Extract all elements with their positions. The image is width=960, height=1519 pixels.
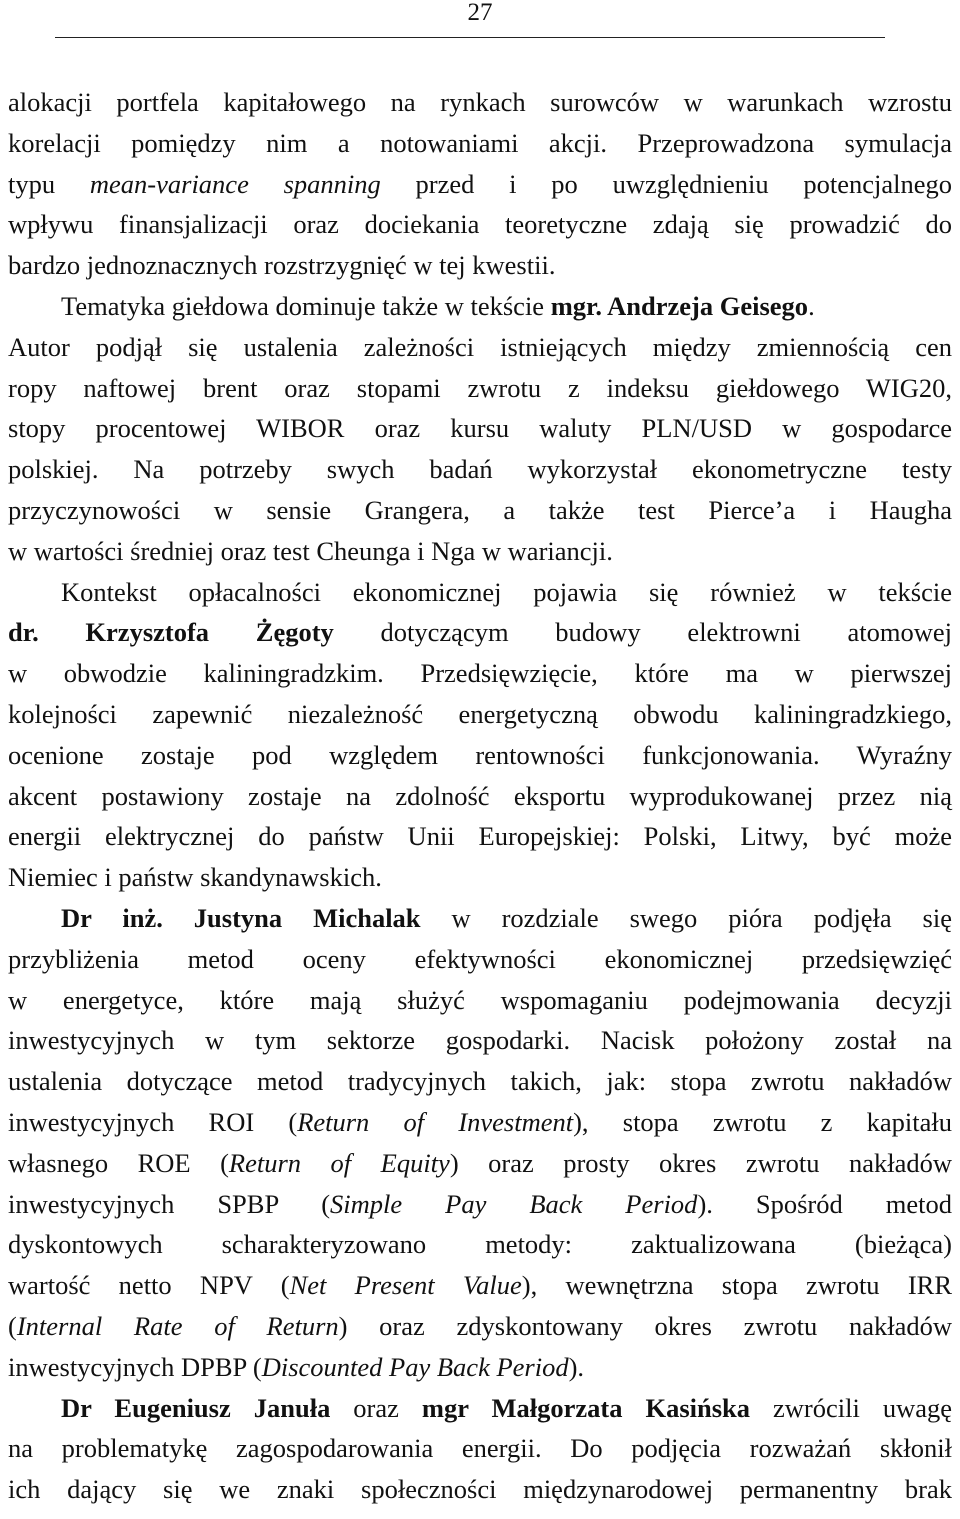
text-run: dotyczącym budowy elektrowni atomowej	[333, 617, 952, 648]
text-run: ) oraz zdyskontowany okres zwrotu nakładów	[338, 1310, 952, 1341]
text-run: stopy procentowej WIBOR oraz kursu waluty PLN/USD w gospodarce	[8, 413, 952, 444]
text-line	[8, 1061, 952, 1102]
text-line	[8, 857, 952, 898]
text-line	[8, 327, 952, 368]
text-run: ropy naftowej brent oraz stopami zwrotu z indeksu giełdowego WIG20,	[8, 372, 952, 403]
italic-text-run: Discounted Pay Back Period	[261, 1351, 569, 1382]
text-run: inwestycyjnych w tym sektorze gospodarki. Nacisk położony został na	[8, 1025, 952, 1056]
text-line	[8, 368, 952, 409]
text-line	[8, 980, 952, 1021]
text-line	[8, 286, 952, 327]
text-run: typu	[8, 168, 90, 199]
text-run: ), stopa zwrotu z kapitału	[573, 1106, 952, 1137]
text-line	[8, 204, 952, 245]
text-run: ocenione zostaje pod względem rentowności funkcjonowania. Wyraźny	[8, 739, 952, 770]
text-run: ich dający się we znaki społeczności międzynarodowej permanentny brak	[8, 1474, 952, 1505]
text-run: w energetyce, które mają służyć wspomaganiu podejmowania decyzji	[8, 984, 952, 1015]
text-line	[8, 1469, 952, 1510]
page-header	[0, 0, 960, 40]
text-line	[8, 612, 952, 653]
text-line	[8, 1347, 952, 1388]
text-run: wartość netto NPV (	[8, 1270, 290, 1301]
text-run: w obwodzie kaliningradzkim. Przedsięwzięcie, które ma w pierwszej	[8, 658, 952, 689]
text-run: przybliżenia metod oceny efektywności ekonomicznej przedsięwzięć	[8, 943, 952, 974]
italic-text-run: Net Present Value	[289, 1270, 522, 1301]
text-run: akcent postawiony zostaje na zdolność eksportu wyprodukowanej przez nią	[8, 780, 952, 811]
text-run: oraz	[330, 1392, 422, 1423]
text-run: w rozdziale swego pióra podjęła się	[420, 902, 952, 933]
text-run: Niemiec i państw skandynawskich.	[8, 862, 382, 893]
text-line	[8, 1224, 952, 1265]
text-run: ).	[568, 1351, 585, 1382]
text-line	[8, 449, 952, 490]
text-line	[8, 776, 952, 817]
text-run: Kontekst opłacalności ekonomicznej pojawia się również w tekście	[61, 576, 952, 607]
text-line	[8, 531, 952, 572]
text-run: dyskontowych scharakteryzowano metody: zaktualizowana (bieżąca)	[8, 1229, 952, 1260]
text-run: inwestycyjnych ROI (	[8, 1106, 298, 1137]
text-line	[8, 164, 952, 205]
italic-text-run: Return of Investment	[297, 1106, 574, 1137]
bold-text-run: mgr Małgorzata Kasińska	[421, 1392, 751, 1423]
text-line	[8, 123, 952, 164]
header-rule	[55, 37, 885, 38]
text-run: (	[8, 1310, 17, 1341]
text-line	[8, 82, 952, 123]
text-line	[8, 245, 952, 286]
text-line	[8, 1388, 952, 1429]
italic-text-run: Internal Rate of Return	[16, 1310, 339, 1341]
bold-text-run: mgr. Andrzeja Geisego	[550, 290, 809, 321]
text-line	[8, 735, 952, 776]
text-line	[8, 694, 952, 735]
text-run: w wartości średniej oraz test Cheunga i Nga w wariancji.	[8, 535, 613, 566]
text-line	[8, 1143, 952, 1184]
text-run: wpływu finansjalizacji oraz dociekania teoretyczne zdają się prowadzić do	[8, 209, 952, 240]
text-line	[8, 653, 952, 694]
text-run: bardzo jednoznacznych rozstrzygnięć w tej kwestii.	[8, 250, 556, 281]
italic-text-run: Simple Pay Back Period	[330, 1188, 698, 1219]
text-line	[8, 816, 952, 857]
text-run: energii elektrycznej do państw Unii Europejskiej: Polski, Litwy, być może	[8, 821, 952, 852]
text-line	[8, 1428, 952, 1469]
text-line	[8, 408, 952, 449]
text-line	[8, 1102, 952, 1143]
bold-text-run: Dr Eugeniusz Januła	[61, 1392, 331, 1423]
text-line	[8, 572, 952, 613]
text-line	[8, 1020, 952, 1061]
italic-text-run: Return of Equity	[228, 1147, 450, 1178]
text-run: alokacji portfela kapitałowego na rynkach surowców w warunkach wzrostu	[8, 87, 952, 117]
page-number: 27	[467, 0, 493, 26]
bold-text-run: Dr inż. Justyna Michalak	[61, 902, 421, 933]
text-run: ), wewnętrzna stopa zwrotu IRR	[521, 1270, 953, 1301]
text-line	[8, 898, 952, 939]
text-run: korelacji pomiędzy nim a notowaniami akcji. Przeprowadzona symulacja	[8, 127, 952, 158]
text-run: przed i po uwzględnieniu potencjalnego	[380, 168, 952, 199]
text-run: ) oraz prosty okres zwrotu nakładów	[449, 1147, 952, 1178]
text-run: Tematyka giełdowa dominuje także w tekście	[61, 290, 551, 321]
text-run: inwestycyjnych SPBP (	[8, 1188, 331, 1219]
bold-text-run: dr. Krzysztofa Żęgoty	[8, 617, 334, 648]
text-run: polskiej. Na potrzeby swych badań wykorzystał ekonometryczne testy	[8, 454, 952, 485]
text-run: własnego ROE (	[8, 1147, 229, 1178]
text-run: inwestycyjnych DPBP (	[8, 1351, 262, 1382]
text-run: kolejności zapewnić niezależność energetyczną obwodu kaliningradzkiego,	[8, 698, 952, 729]
text-line	[8, 490, 952, 531]
text-run: ). Spośród metod	[697, 1188, 952, 1219]
text-line	[8, 1265, 952, 1306]
text-run: przyczynowości w sensie Grangera, a także test Pierce’a i Haugha	[8, 494, 952, 525]
text-run: ustalenia dotyczące metod tradycyjnych takich, jak: stopa zwrotu nakładów	[8, 1066, 952, 1097]
text-run: Autor podjął się ustalenia zależności istniejących między zmiennością cen	[8, 331, 952, 362]
body-text	[8, 82, 952, 1510]
text-line	[8, 1184, 952, 1225]
text-line	[8, 939, 952, 980]
text-run: zwrócili uwagę	[750, 1392, 952, 1423]
text-run: na problematykę zagospodarowania energii. Do podjęcia rozważań skłonił	[8, 1433, 952, 1464]
text-run: .	[808, 290, 815, 321]
italic-text-run: mean-variance spanning	[89, 168, 381, 199]
text-line	[8, 1306, 952, 1347]
